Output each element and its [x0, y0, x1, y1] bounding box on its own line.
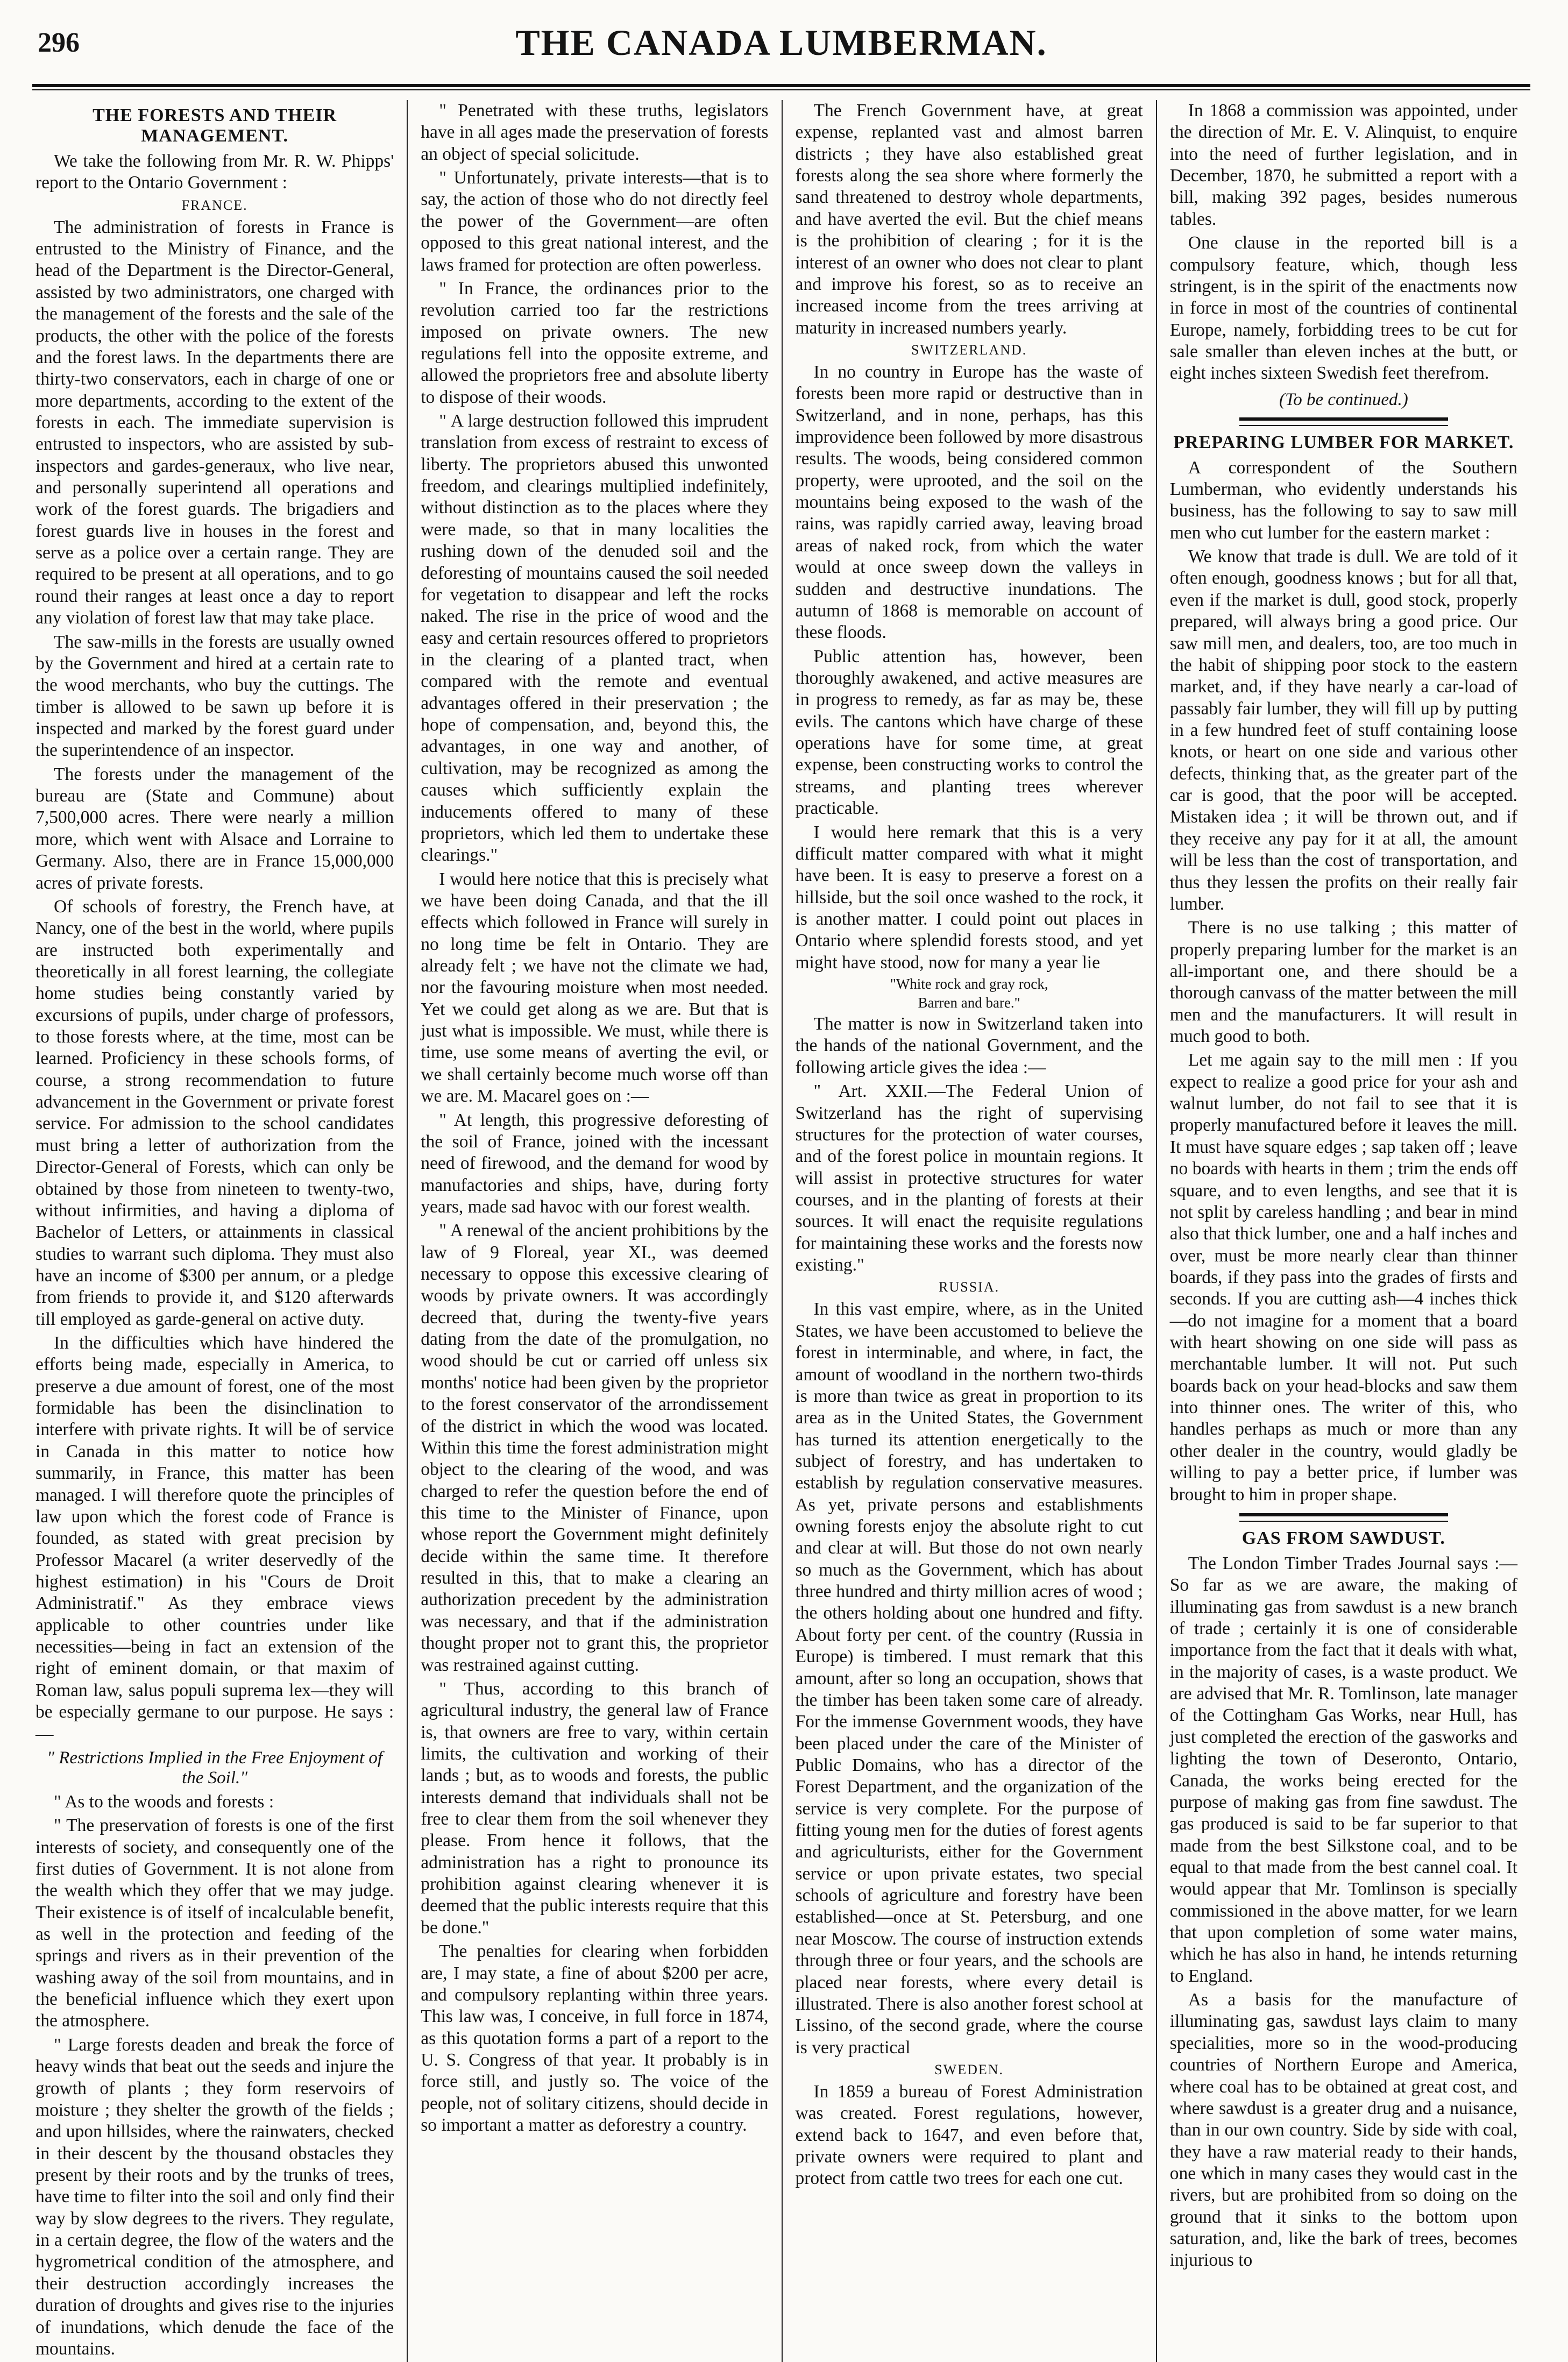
paragraph: I would here remark that this is a very difficult matter compared with what it might have been. It is easy to preserve a forest on a hillside, but the soil once washed to the rock, it is another matter. I could point out places in Ontario where splendid forests stood, and yet might have stood, now for many a year lie: [795, 822, 1143, 973]
paragraph: There is no use talking ; this matter of properly preparing lumber for the market is an all-important one, and there should be a thorough canvass of the matter between the mill men and the manufacturers. It will result in much good to both.: [1169, 918, 1517, 1047]
quote-paragraph: " At length, this progressive deforesting of the soil of France, joined with the incessant need of firewood, and the demand for wood by manufactories and ships, have, during forty years, made sad havoc with our forest wealth.: [421, 1110, 769, 1217]
quote-title: " Restrictions Implied in the Free Enjoyment of the Soil.": [47, 1748, 383, 1788]
quote-paragraph: " Unfortunately, private interests—that is to say, the action of those who do not directly feel the power of the Government—are often opposed to this great national interest, and the laws framed for protection are often powerless.: [421, 168, 769, 275]
quote-paragraph: " As to the woods and forests :: [54, 1791, 274, 1812]
section-divider-thin: [1239, 1521, 1448, 1522]
quote-paragraph: " Penetrated with these truths, legislators have in all ages made the preservation of forests an object of special solicitude.: [421, 101, 769, 164]
paragraph: In no country in Europe has the waste of forests been more rapid or destructive than in Switzerland, and in none, perhaps, has this improvidence been followed by more disastrous results. The woods, being considered common property, were uprooted, and the soil on the mountains being exposed to the wash of the rains, was rapidly carried away, leaving broad areas of naked rock, from which the water would at once sweep down the valleys in sudden and destructive inundations. The autumn of 1868 is memorable on account of these floods.: [795, 361, 1143, 643]
section-heading-switzerland: SWITZERLAND.: [911, 342, 1027, 358]
paragraph: A correspondent of the Southern Lumberman, who evidently understands his business, has the following to say to saw mill men who cut lumber for the eastern market :: [1169, 457, 1517, 543]
paragraph: The saw-mills in the forests are usually owned by the Government and hired at a certain rate to the wood merchants, who buy the cuttings. The timber is allowed to be sawn up before it is inspected and marked by the forest guard under the superintendence of an inspector.: [36, 632, 394, 761]
page-number: 296: [38, 27, 80, 58]
paragraph: The French Government have, at great expense, replanted vast and almost barren districts ; they have also established great forests along the sea shore where formerly the sand threatened to destroy whole departments, and have averted the evil. But the chief means is the prohibition of clearing ; for it is the interest of an owner who does not clear to plant and improve his forest, so as to receive an increased income from the trees arriving at maturity in increased numbers yearly.: [795, 101, 1143, 338]
paragraph: I would here notice that this is precisely what we have been doing Canada, and that the ill effects which followed in France will surely in no long time be felt in Ontario. They are already felt ; we have not the climate we had, nor the favouring moisture when most needed. Yet we could get along as we are. But that is just what is impossible. We must, while there is time, use some means of averting the evil, or we shall certainly become much worse off than we are. M. Macarel goes on :—: [421, 869, 769, 1106]
article-title: PREPARING LUMBER FOR MARKET.: [1173, 432, 1514, 452]
section-divider: [1239, 1513, 1448, 1516]
section-heading-russia: RUSSIA.: [939, 1279, 1000, 1295]
paragraph: Let me again say to the mill men : If you expect to realize a good price for your ash and walnut lumber, do not fail to see that it is properly manufactured before it leaves the mill. It must have square edges ; sap taken off ; leave no boards with hearts in them ; trim the ends off square, and to even lengths, and see that it is not split by careless handling ; and bear in mind also that thick lumber, one and a half inches and over, must be more nearly clear than thinner boards, if they pass into the grades of firsts and seconds. If you are cutting ash—4 inches thick—do not imagine for a moment that a board with heart showing on one side will pass as merchantable lumber. It will not. Put such boards back on your head-blocks and saw them into thinner ones. The writer of this, who handles perhaps as much or more than any other dealer in the country, would gladly be willing to pay a better price, if lumber was brought to him in proper shape.: [1169, 1050, 1517, 1505]
quote-paragraph: " The preservation of forests is one of the first interests of society, and consequently one of the first duties of Government. It is not alone from the wealth which they offer that we may judge. Their existence is of itself of incalculable benefit, as well in the protection and feeding of the springs and rivers as in their prevention of the washing away of the soil from mountains, and in the beneficial influence which they exert upon the atmosphere.: [36, 1815, 394, 2031]
quote-paragraph: " Thus, according to this branch of agricultural industry, the general law of France is, that owners are free to vary, within certain limits, the cultivation and working of their lands ; but, as to woods and forests, the public interests demand that individuals shall not be free to clear them from the soil whenever they please. From hence it follows, that the administration has a right to pronounce its prohibition against clearing whenever it is deemed that the public interests require that this be done.": [421, 1678, 769, 1938]
paragraph: The penalties for clearing when forbidden are, I may state, a fine of about $200 per acre, and compulsory replanting within three years. This law was, I conceive, in full force in 1874, as this quotation forms a part of a report to the U. S. Congress of that year. It probably is in force still, and justly so. The voice of the people, not of solitary citizens, should decide in so important a matter as deforestry a country.: [421, 1941, 769, 2136]
paragraph: As a basis for the manufacture of illuminating gas, sawdust lays claim to many specialities, more so in the wood-producing countries of Northern Europe and America, where coal has to be obtained at great cost, and where sawdust is a greater drug and a nuisance, than in our own country. Side by side with coal, they have a raw material ready to their hands, one which in many cases they would cast in the rivers, but are prohibited from so doing on the ground that it sinks to the bottom upon saturation, and, like the bark of trees, becomes injurious to: [1169, 1990, 1517, 2271]
verse-line: Barren and bare.": [918, 995, 1020, 1011]
paragraph: In the difficulties which have hindered the efforts being made, especially in America, to preserve a due amount of forest, one of the most formidable has been the disinclination to interfere with private rights. It will be of service in Canada in this matter to notice how summarily, in France, this matter has been managed. I will therefore quote the principles of law upon which the forest code of France is founded, as stated with great precision by Professor Macarel (a writer deservedly of the highest estimation) in his "Cours de Droit Administratif." As they embrace views applicable to other countries under like necessities—being in fact an extension of the right of eminent domain, or that maxim of Roman law, salus populi suprema lex—they will be especially germane to our purpose. He says :—: [36, 1333, 394, 1744]
masthead: [32, 22, 1530, 81]
section-divider-thin: [1239, 425, 1448, 426]
article-title: THE FORESTS AND THEIR MANAGEMENT.: [93, 105, 337, 146]
quote-paragraph: " A renewal of the ancient prohibitions by the law of 9 Floreal, year XI., was deemed necessary to oppose this excessive clearing of woods by private owners. It was accordingly decreed that, during the twenty-five years dating from the date of the promulgation, no wood should be cut or carried off unless six months' notice had been given by the proprietor to the forest conservator of the arrondissement of the district in which the wood was located. Within this time the forest administration might object to the clearing of the wood, and was charged to refer the question before the end of this time to the Minister of Finance, upon whose report the Government might definitely decide within the same time. It therefore resulted in this, that to make a clearing an authorization precedent by the administration was necessary, and that if the administration thought proper not to grant this, the proprietor was restrained against cutting.: [421, 1221, 769, 1675]
paragraph: The matter is now in Switzerland taken into the hands of the national Government, and the following article gives the idea :—: [795, 1014, 1143, 1077]
header-rule: [32, 84, 1530, 87]
paragraph: " Art. XXII.—The Federal Union of Switzerland has the right of supervising structures for the protection of water courses, and of the forest police in mountain regions. It will assist in protective structures for water courses, and in the planting of forests at their sources. It will enact the requisite regulations for maintaining these works and the forests now existing.": [795, 1081, 1143, 1275]
quote-paragraph: " A large destruction followed this imprudent translation from excess of restraint to excess of liberty. The proprietors abused this unwonted freedom, and clearings multiplied indefinitely, without distinction as to the places where they were made, so that in many localities the rushing down of the denuded soil and the deforesting of mountains caused the soil needed for vegetation to disappear and left the rocks naked. The rise in the price of wood and the easy and certain resources offered to proprietors in the clearing of a planted tract, when compared with the remote and eventual advantages offered in their preservation ; the hope of compensation, and, beyond this, the advantages, in one way and another, of cultivation, may be recognized as among the causes which sufficiently explain the inducements offered to many of these proprietors, which led them to undertake these clearings.": [421, 411, 769, 866]
article-title: GAS FROM SAWDUST.: [1241, 1528, 1445, 1548]
header-rule-thin: [32, 89, 1530, 90]
paragraph: In this vast empire, where, as in the United States, we have been accustomed to believe the forest in interminable, and where, in fact, the amount of woodland in the northern two-thirds is more than twice as great in proportion to its area as in the United States, the Government has turned its attention energetically to the subject of forestry, and has undertaken to establish by regulation conservative measures. As yet, private persons and establishments owning forests enjoy the absolute right to cut and clear at will. But those do not own nearly so much as the Government, which has about three hundred and thirty million acres of wood ; the others holding about one hundred and fifty. About forty per cent. of the country (Russia in Europe) is timbered. I must remark that this amount, after so long an occupation, shows that the timber has been taken some care of already. For the immense Government woods, they have been placed under the care of the Minister of Public Domains, who has a director of the Forest Department, and the organization of the service is very complete. For the purpose of fitting young men for the duties of forest agents and agriculturists, either for the Government service or upon private estates, two special schools of agriculture and forestry have been established—once at St. Petersburg, and one near Moscow. The course of instruction extends through three or four years, and the schools are placed near forests, where every detail is illustrated. There is also another forest school at Lissino, of the second grade, where the course is very practical: [795, 1299, 1143, 2058]
verse-line: "White rock and gray rock,: [890, 976, 1048, 992]
column-2: [407, 100, 781, 2362]
continued-note: (To be continued.): [1279, 389, 1408, 409]
paragraph: Public attention has, however, been thoroughly awakened, and active measures are in progress to remedy, as far as may be, these evils. The cantons which have charge of these operations have for some time, at great expense, been constructing works to control the streams, and planting trees wherever practicable.: [795, 646, 1143, 819]
paragraph: The forests under the management of the bureau are (State and Commune) about 7,500,000 acres. There were nearly a million more, which went with Alsace and Lorraine to Germany. Also, there are in France 15,000,000 acres of private forests.: [36, 764, 394, 893]
paragraph: In 1868 a commission was appointed, under the direction of Mr. E. V. Alinquist, to enquire into the need of further legislation, and in December, 1870, he submitted a report with a bill, making 392 pages, besides numerous tables.: [1169, 101, 1517, 229]
paragraph: Of schools of forestry, the French have, at Nancy, one of the best in the world, where pupils are instructed both experimentally and theoretically in all forest learning, the collegiate home studies being constantly varied by excursions of pupils, under charge of professors, to those forests where, at the time, most can be learned. Proficiency in these schools forms, of course, a strong recommendation to future advancement in the Government or private forest service. For admission to the school candidates must bring a letter of authorization from the Director-General of Forests, which can only be obtained by those from nineteen to twenty-two, without infirmities, and having a diploma of Bachelor of Letters, or attainments in classical studies to warrant such diploma. They must also have an income of $300 per annum, or a pledge from friends to provide it, and $120 afterwards till employed as garde-general on active duty.: [36, 896, 394, 1329]
article-columns: [32, 100, 1530, 2359]
article-intro: We take the following from Mr. R. W. Phipps' report to the Ontario Government :: [36, 151, 394, 193]
section-heading-france: FRANCE.: [181, 197, 248, 213]
paragraph: We know that trade is dull. We are told of it often enough, goodness knows ; but for all that, even if the market is dull, good stock, properly prepared, will always bring a good price. Our saw mill men, and dealers, too, are too much in the habit of shipping poor stock to the eastern market, and, if they have nearly a car-load of passably fair lumber, they will fill up by putting in a few hundred feet of stuff containing loose knots, or heart on one side and various other defects, thinking that, as the greater part of the car is good, that the poor will be accepted. Mistaken idea ; it will be thrown out, and if they receive any pay for it at all, the amount will be less than the cost of transportation, and thus they lessen the profits on their really fair lumber.: [1169, 547, 1517, 914]
section-divider: [1239, 417, 1448, 421]
column-3: [782, 100, 1156, 2362]
section-heading-sweden: SWEDEN.: [934, 2062, 1004, 2077]
paragraph: In 1859 a bureau of Forest Administration was created. Forest regulations, however, extend back to 1647, and even before that, private owners were required to plant and protect from cattle two trees for each one cut.: [795, 2082, 1143, 2189]
paragraph: One clause in the reported bill is a compulsory feature, which, though less stringent, is in the spirit of the enactments now in force in most of the countries of continental Europe, namely, forbidding trees to be cut for sale smaller than eleven inches at the butt, or eight inches sixteen Swedish feet therefrom.: [1169, 233, 1517, 384]
paragraph: The London Timber Trades Journal says :— So far as we are aware, the making of illuminating gas from sawdust is a new branch of trade ; certainly it is one of considerable importance from the fact that it deals with what, in the majority of cases, is a waste product. We are advised that Mr. R. Tomlinson, late manager of the Cottingham Gas Works, near Hull, has just completed the erection of the gasworks and lighting the town of Deseronto, Ontario, Canada, the works being erected for the purpose of making gas from fine sawdust. The gas produced is said to be far superior to that made from the best Silkstone coal, and to be equal to that made from the best cannel coal. It would appear that Mr. Tomlinson is specially commissioned in the above matter, for we learn that upon completion of some water mains, which he has also in hand, he intends returning to England.: [1169, 1553, 1517, 1986]
paper-title: THE CANADA LUMBERMAN.: [515, 22, 1047, 63]
column-1: [32, 100, 407, 2362]
paragraph: The administration of forests in France is entrusted to the Ministry of Finance, and the head of the Department is the Director-General, assisted by two administrators, one charged with the management of the forests and the sale of the products, the other with the police of the forests and the forest laws. In the departments there are thirty-two conservators, each in charge of one or more departments, according to the extent of the forests in each. The immediate supervision is entrusted to inspectors, who are assisted by sub-inspectors and gardes-generaux, who live near, and personally superintend all operations and work of the forest guards. The brigadiers and forest guards live in houses in the forest and serve as a police over a certain range. They are required to be present at all operations, and to go round their ranges at least once a day to report any violation of forest law that may take place.: [36, 217, 394, 628]
quote-paragraph: " In France, the ordinances prior to the revolution carried too far the restrictions imposed on private owners. The new regulations fell into the opposite extreme, and allowed the proprietors free and absolute liberty to dispose of their woods.: [421, 278, 769, 407]
quote-paragraph: " Large forests deaden and break the force of heavy winds that beat out the seeds and injure the growth of plants ; they form reservoirs of moisture ; they shelter the growth of the fields ; and upon hillsides, where the rainwaters, checked in their descent by the thousand obstacles they present by their roots and by the trunks of trees, have time to filter into the soil and only find their way by slow degrees to the rivers. They regulate, in a certain degree, the flow of the waters and the hygrometrical condition of the atmosphere, and their destruction accordingly increases the duration of droughts and gives rise to the injuries of inundations, which denude the face of the mountains.: [36, 2034, 394, 2359]
column-4: [1156, 100, 1530, 2362]
